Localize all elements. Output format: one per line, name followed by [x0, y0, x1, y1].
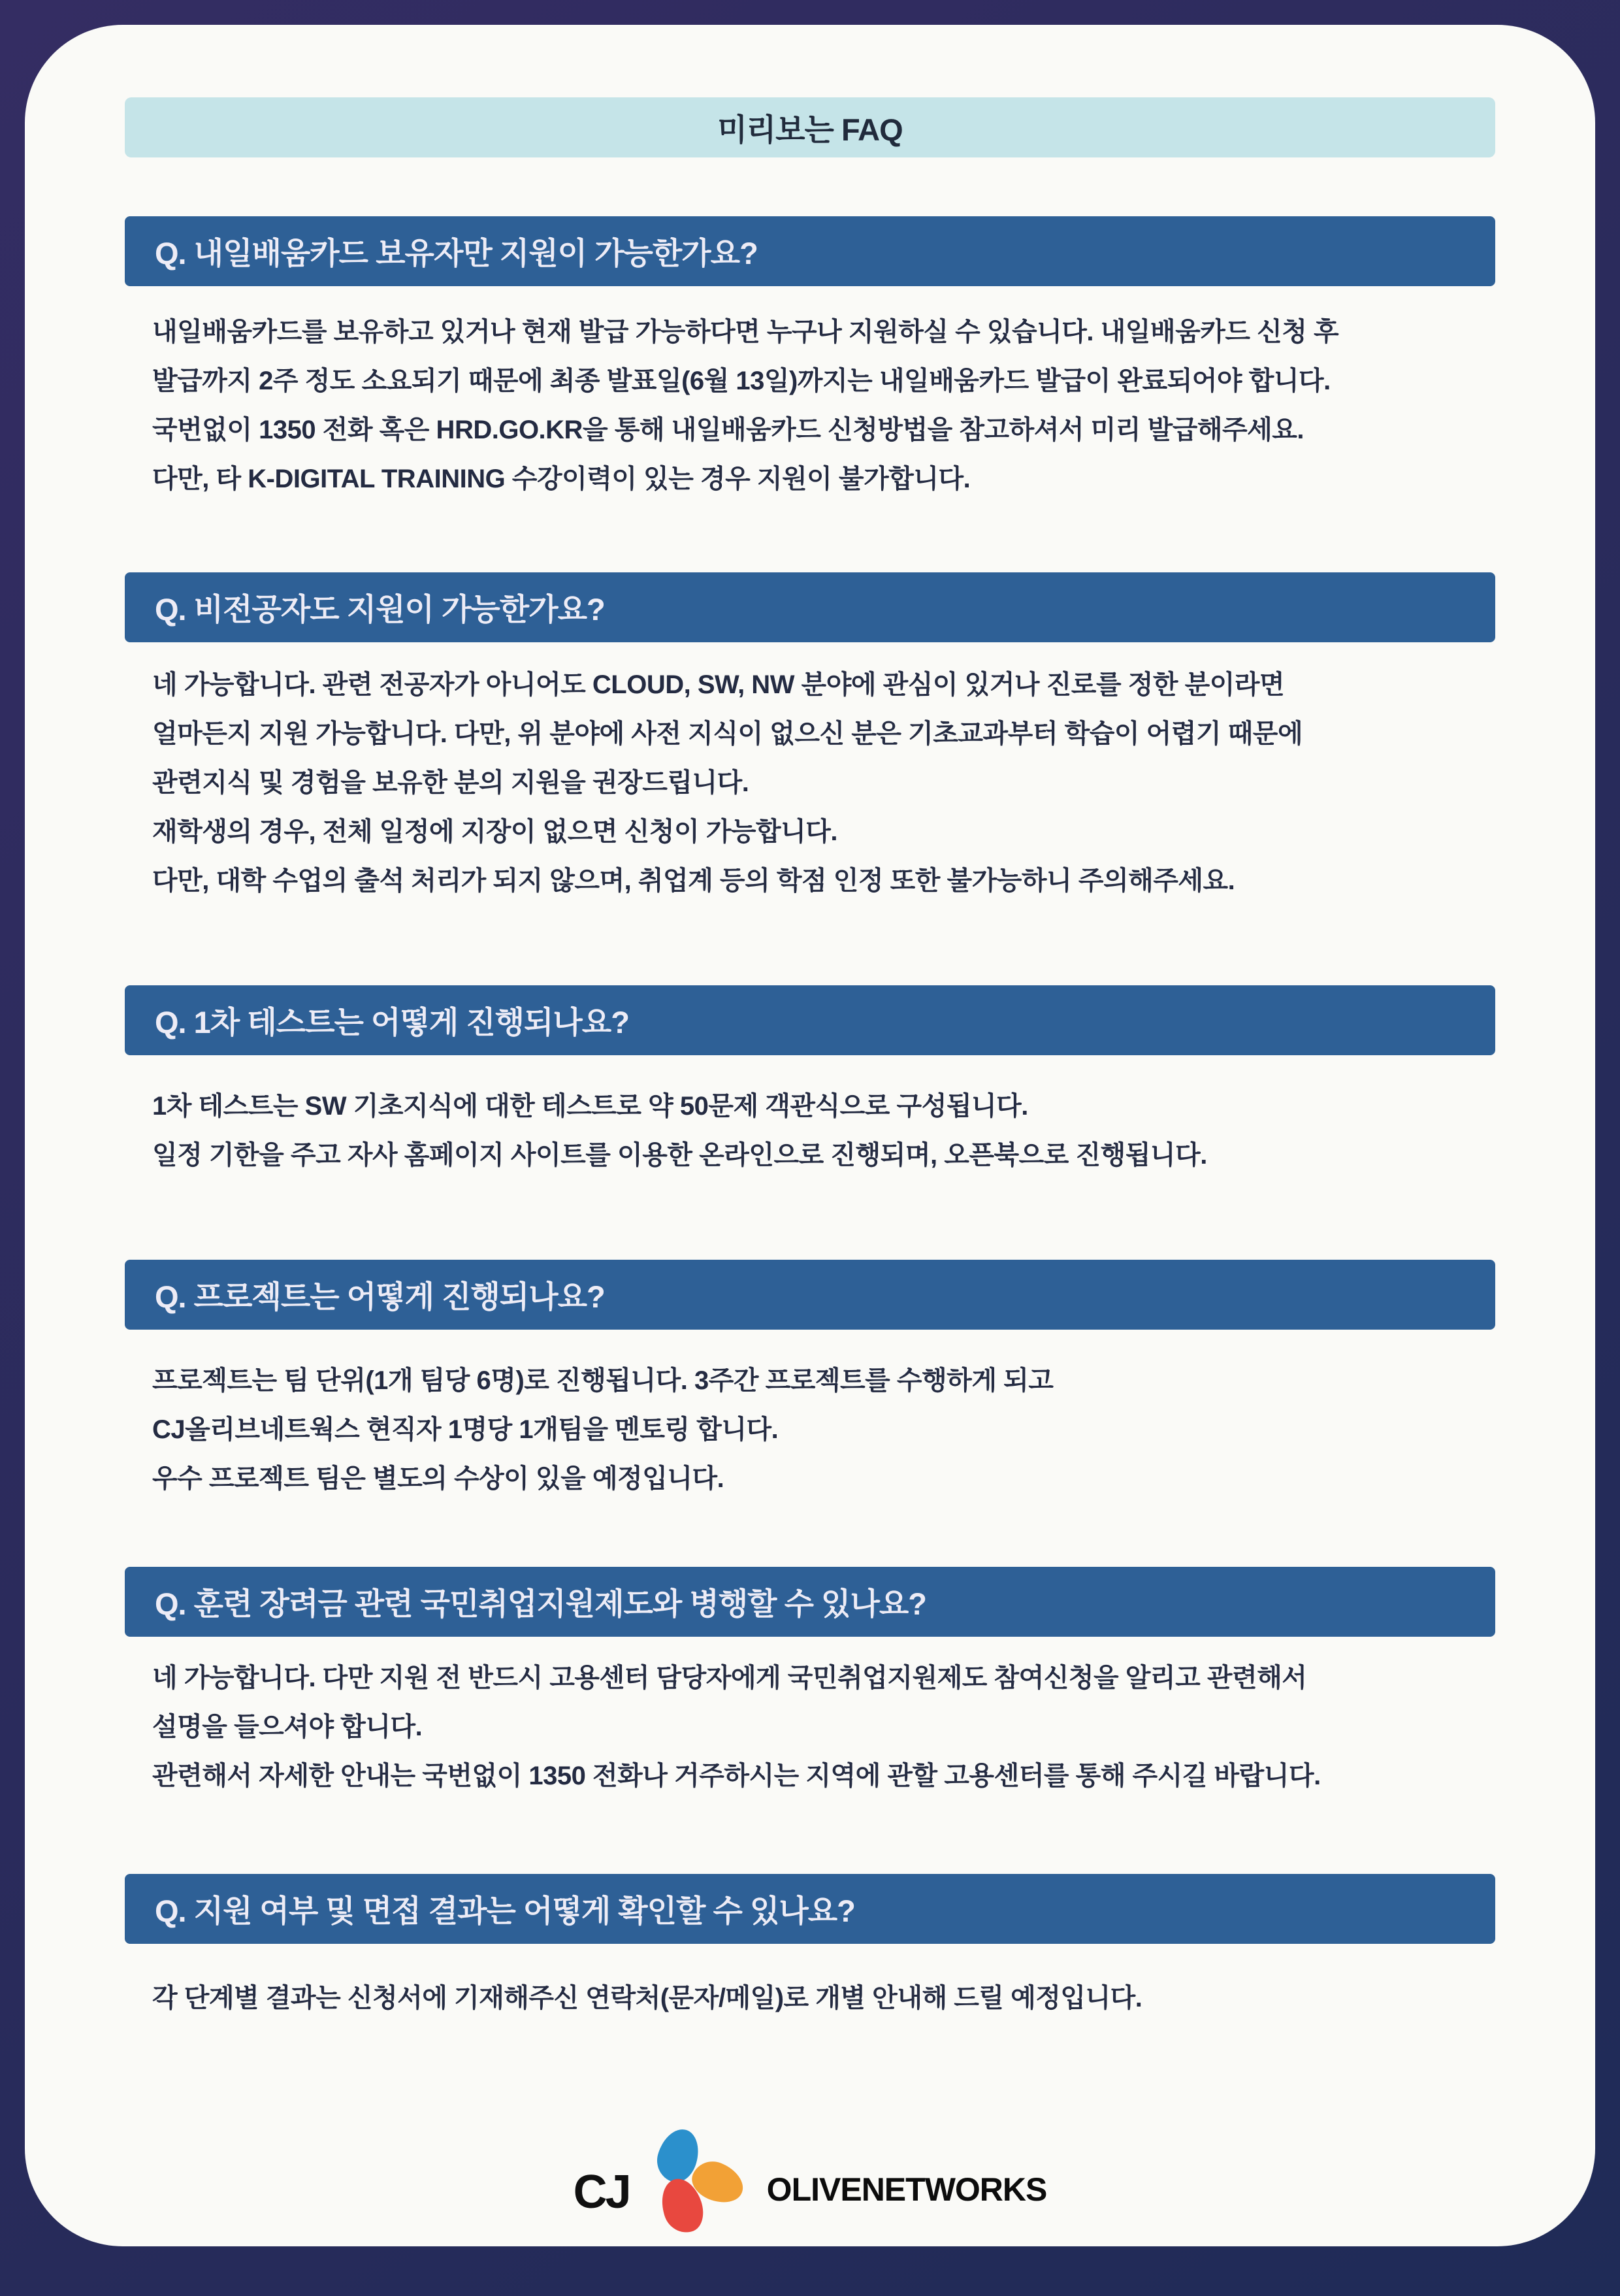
question-bar: Q. 비전공자도 지원이 가능한가요? — [125, 572, 1495, 642]
answer-text — [125, 1974, 1495, 2023]
page-title: 미리보는 FAQ — [125, 97, 1495, 157]
question-bar: Q. 훈련 장려금 관련 국민취업지원제도와 병행할 수 있나요? — [125, 1567, 1495, 1637]
answer-line: CJ올리브네트웍스 현직자 1명당 1개팀을 멘토링 합니다. — [152, 1415, 779, 1444]
question-bar: Q. 1차 테스트는 어떻게 진행되나요? — [125, 985, 1495, 1055]
faq-section — [125, 1260, 1495, 1503]
answer-line: 우수 프로젝트 팀은 별도의 수상이 있을 예정입니다. — [152, 1464, 724, 1493]
faq-section — [125, 1874, 1495, 2023]
answer-line: 국번없이 1350 전화 혹은 HRD.GO.KR을 통해 내일배움카드 신청방법을 참고하셔서 미리 발급해주세요. — [152, 416, 1304, 444]
cj-petals-icon — [634, 2140, 758, 2239]
answer-line: 설명을 들으셔야 합니다. — [152, 1713, 423, 1741]
faq-section — [125, 1567, 1495, 1801]
answer-line: 관련해서 자세한 안내는 국번없이 1350 전화나 거주하시는 지역에 관할 고용센터를 통해 주시길 바랍니다. — [152, 1762, 1321, 1790]
answer-line: 네 가능합니다. 다만 지원 전 반드시 고용센터 담당자에게 국민취업지원제도 참여신청을 알리고 관련해서 — [152, 1664, 1307, 1692]
answer-line: 내일배움카드를 보유하고 있거나 현재 발급 가능하다면 누구나 지원하실 수 있습니다. 내일배움카드 신청 후 — [152, 318, 1339, 346]
answer-text — [125, 308, 1495, 504]
answer-line: 네 가능합니다. 관련 전공자가 아니어도 CLOUD, SW, NW 분야에 관심이 있거나 진로를 정한 분이라면 — [152, 670, 1285, 699]
faq-section — [125, 572, 1495, 906]
faq-card — [25, 25, 1595, 2246]
answer-line: 발급까지 2주 정도 소요되기 때문에 최종 발표일(6월 13일)까지는 내일배움카드 발급이 완료되어야 합니다. — [152, 367, 1331, 395]
question-bar: Q. 프로젝트는 어떻게 진행되나요? — [125, 1260, 1495, 1330]
answer-line: 관련지식 및 경험을 보유한 분의 지원을 권장드립니다. — [152, 768, 749, 797]
answer-text — [125, 1356, 1495, 1503]
olivenetworks-logo-text: OLIVENETWORKS — [766, 2171, 1047, 2208]
question-bar: Q. 지원 여부 및 면접 결과는 어떻게 확인할 수 있나요? — [125, 1874, 1495, 1944]
answer-line: 프로젝트는 팀 단위(1개 팀당 6명)로 진행됩니다. 3주간 프로젝트를 수행하게 되고 — [152, 1366, 1054, 1395]
faq-section — [125, 985, 1495, 1180]
answer-text — [125, 1082, 1495, 1180]
cj-logo-text: CJ — [573, 2166, 630, 2218]
company-logo — [125, 2144, 1495, 2235]
answer-line: 다만, 타 K-DIGITAL TRAINING 수강이력이 있는 경우 지원이 불가합니다. — [152, 465, 971, 493]
answer-line: 다만, 대학 수업의 출석 처리가 되지 않으며, 취업계 등의 학점 인정 또한 불가능하니 주의해주세요. — [152, 866, 1235, 895]
answer-line: 얼마든지 지원 가능합니다. 다만, 위 분야에 사전 지식이 없으신 분은 기초교과부터 학습이 어렵기 때문에 — [152, 719, 1303, 748]
answer-line: 일정 기한을 주고 자사 홈페이지 사이트를 이용한 온라인으로 진행되며, 오픈북으로 진행됩니다. — [152, 1141, 1207, 1170]
answer-line: 재학생의 경우, 전체 일정에 지장이 없으면 신청이 가능합니다. — [152, 817, 838, 846]
answer-line: 1차 테스트는 SW 기초지식에 대한 테스트로 약 50문제 객관식으로 구성됩니다. — [152, 1092, 1028, 1121]
answer-line: 각 단계별 결과는 신청서에 기재해주신 연락처(문자/메일)로 개별 안내해 드릴 예정입니다. — [152, 1984, 1142, 2012]
answer-text — [125, 661, 1495, 906]
answer-text — [125, 1654, 1495, 1801]
question-bar: Q. 내일배움카드 보유자만 지원이 가능한가요? — [125, 216, 1495, 286]
faq-section — [125, 216, 1495, 504]
